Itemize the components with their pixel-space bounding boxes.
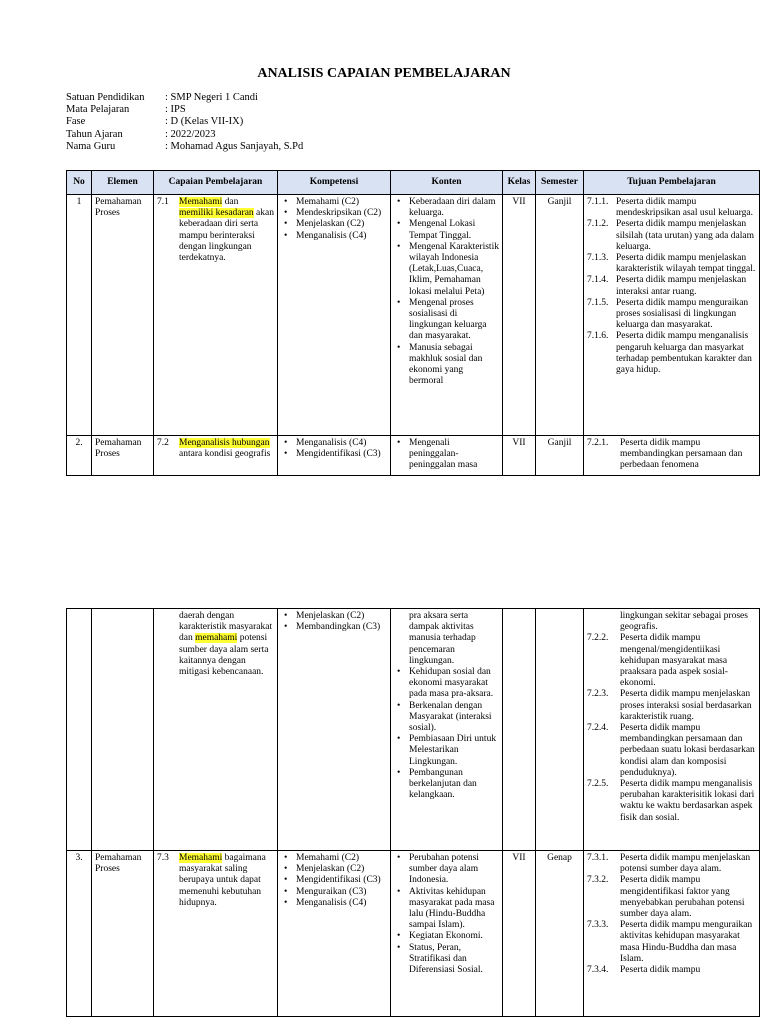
highlight-text: Memahami (179, 197, 223, 207)
row-elemen: Pemahaman Proses (92, 851, 154, 1017)
list-item: • Menganalisis (C4) (296, 438, 387, 449)
row-capaian (154, 851, 278, 1017)
table-row (67, 195, 760, 436)
row-semester: Ganjil (536, 195, 584, 436)
list-item: • Mengidentifikasi (C3) (296, 875, 387, 886)
cp-number: 7.2 (157, 438, 169, 448)
cp-text-part: potensi sumber daya alam serta kaitannya dengan mitigasi kebencanaan. (179, 633, 269, 678)
row-kompetensi (278, 195, 391, 436)
cp-table-page-2 (66, 608, 760, 1017)
list-item: • Mendeskripsikan (C2) (296, 208, 387, 219)
list-item: • Keberadaan diri dalam keluarga. (409, 197, 499, 219)
list-item: • Membandingkan (C3) (296, 622, 387, 633)
tp-text: Peserta didik mampu (620, 965, 701, 976)
list-item: • Pembangunan berkelanjutan dan kelangkaan. (409, 768, 499, 802)
highlight-text: Memahami (179, 853, 223, 863)
tp-number: 7.1.5. (587, 297, 609, 308)
table-header-row (67, 171, 760, 195)
row-no: 3. (67, 851, 92, 1017)
table-row (67, 851, 760, 1017)
header-no: No (67, 171, 92, 195)
identity-block (66, 92, 303, 153)
info-label: Mata Pelajaran (66, 104, 130, 116)
row-kelas: VII (503, 851, 536, 1017)
table-row (67, 436, 760, 476)
tp-number: 7.1.6. (587, 331, 609, 342)
list-item: • Status, Peran, Stratifikasi dan Diferensiasi Sosial. (409, 943, 499, 977)
row-capaian (154, 609, 278, 851)
info-row (66, 141, 303, 153)
list-item: • Menjelaskan (C2) (296, 611, 387, 622)
list-item: • Berkenalan dengan Masyarakat (interaksi sosial). (409, 701, 499, 735)
row-elemen: Pemahaman Proses (92, 436, 154, 476)
tp-text: Peserta didik mampu menjelaskan interaksi antar ruang. (616, 275, 747, 297)
row-kelas (503, 609, 536, 851)
info-value: : Mohamad Agus Sanjayah, S.Pd (165, 140, 304, 152)
cp-text-part: bagaimana masyarakat saling berupaya untuk dapat memenuhi kebutuhan hidupnya. (179, 853, 266, 908)
row-tujuan (584, 436, 760, 476)
tp-text: Peserta didik mampu menganalisis pengaruh keluarga dan masyarkat terhadap pembentukan karakter dan gaya hidup. (616, 331, 752, 376)
row-kelas: VII (503, 195, 536, 436)
tp-text: Peserta didik mampu menjelaskan proses interaksi sosial berdasarkan karakteristik ruang. (620, 689, 752, 722)
info-label: Satuan Pendidikan (66, 92, 145, 103)
tp-text: Peserta didik mampu mengidentifikasi faktor yang menyebabkan perubahan potensi sumber daya alam. (620, 875, 745, 920)
tp-text: Peserta didik mampu menguraikan aktivitas kehidupan masyarakat masa Hindu-Buddha dan masa Islam. (620, 920, 753, 964)
cp-text-part: daerah dengan karakteristik masyarakat dan (179, 611, 273, 644)
tp-number: 7.2.3. (587, 689, 609, 700)
tp-text: Peserta didik mampu mendeskripsikan asal usul keluarga. (616, 197, 754, 219)
tp-text: Peserta didik mampu menguraikan proses sosialisasi di lingkungan keluarga dan masyarakat. (616, 297, 749, 331)
list-item: • Mengenal Karakteristik wilayah Indonesia (Letak,Luas,Cuaca, Iklim, Pemahaman lokasi melalui Peta) (409, 242, 499, 298)
cp-text (179, 611, 274, 678)
tp-number: 7.3.3. (587, 920, 609, 931)
header-capaian: Capaian Pembelajaran (154, 171, 278, 195)
header-tujuan: Tujuan Pembelajaran (584, 171, 760, 195)
highlight-text: memiliki kesadaran (179, 208, 254, 219)
document-title: ANALISIS CAPAIAN PEMBELAJARAN (257, 66, 511, 81)
table-row (67, 609, 760, 851)
highlight-text: Menganalisis hubungan (179, 438, 270, 448)
tp-text: Peserta didik mampu menganalisis perubahan karakterisitik lokasi dari waktu ke waktu berdasarkan aspek fisik dan sosial. (620, 779, 755, 823)
row-capaian (154, 436, 278, 476)
tp-number: 7.2.1. (587, 438, 609, 448)
list-item: • Mengidentifikasi (C3) (296, 449, 387, 460)
tp-text: Peserta didik mampu menjelaskan silsilah (tata urutan) yang ada dalam keluarga. (616, 219, 754, 252)
cp-text-part: dan (222, 197, 239, 207)
tp-text: Peserta didik mampu menjelaskan karakteristik wilayah tempat tinggal. (616, 253, 756, 275)
cp-number: 7.1 (157, 197, 169, 207)
row-tujuan (584, 609, 760, 851)
list-item: • Menjelaskan (C2) (296, 219, 387, 230)
info-row (66, 104, 303, 116)
tp-number: 7.3.2. (587, 875, 609, 886)
row-konten (391, 609, 503, 851)
tp-number: 7.3.1. (587, 853, 609, 863)
info-value: : 2022/2023 (165, 128, 216, 140)
row-semester: Genap (536, 851, 584, 1017)
list-item: • Pembiasaan Diri untuk Melestarikan Lingkungan. (409, 734, 499, 768)
list-item: • Mengenal Lokasi Tempat Tinggal. (409, 219, 499, 241)
tp-number: 7.3.4. (587, 965, 609, 976)
row-no: 1 (67, 195, 92, 436)
info-label: Nama Guru (66, 140, 116, 152)
tp-number: 7.2.2. (587, 633, 609, 644)
cp-text-part: antara kondisi geografis (179, 449, 271, 460)
row-konten (391, 436, 503, 476)
list-item: • Menganalisis (C4) (296, 231, 387, 242)
row-kompetensi (278, 436, 391, 476)
row-semester: Ganjil (536, 436, 584, 476)
list-item: • Mengenali peninggalan-peninggalan masa (409, 438, 499, 472)
cp-text-part: akan keberadaan diri serta mampu berinteraksi dengan lingkungan terdekatnya. (179, 208, 274, 264)
tp-number: 7.1.4. (587, 275, 609, 286)
list-item: • Kehidupan sosial dan ekonomi masyarakat pada masa pra-aksara. (409, 667, 499, 701)
info-value: : SMP Negeri 1 Candi (165, 92, 258, 103)
info-label: Tahun Ajaran (66, 128, 123, 140)
list-item: • Aktivitas kehidupan masyarakat pada masa lalu (Hindu-Buddha sampai Islam). (409, 887, 499, 932)
row-elemen: Pemahaman Proses (92, 195, 154, 436)
row-no: 2. (67, 436, 92, 476)
highlight-text: memahami (195, 633, 238, 644)
cp-number: 7.3 (157, 853, 169, 863)
cp-text (179, 853, 274, 909)
info-value: : IPS (165, 104, 186, 116)
row-konten (391, 195, 503, 436)
row-tujuan (584, 851, 760, 1017)
list-item: • Perubahan potensi sumber daya alam Indonesia. (409, 853, 499, 887)
header-semester: Semester (536, 171, 584, 195)
row-semester (536, 609, 584, 851)
info-label: Fase (66, 116, 86, 128)
list-item: • Menguraikan (C3) (296, 887, 387, 898)
row-capaian (154, 195, 278, 436)
tp-number: 7.2.4. (587, 723, 609, 734)
info-row (66, 129, 303, 141)
header-kelas: Kelas (503, 171, 536, 195)
tp-number: 7.1.2. (587, 219, 609, 230)
tp-text: Peserta didik mampu membandingkan persamaan dan perbedaan fenomena (620, 438, 743, 471)
tujuan-continued: lingkungan sekitar sebagai proses geografis. (620, 611, 748, 633)
list-item: • Memahami (C2) (296, 853, 387, 864)
row-elemen (92, 609, 154, 851)
list-item: • Menjelaskan (C2) (296, 864, 387, 875)
list-item: • Menganalisis (C4) (296, 898, 387, 909)
cp-text (179, 197, 274, 264)
cp-table-page-1 (66, 170, 760, 476)
cp-text (179, 438, 274, 460)
list-item: • Mengenal proses sosialisasi di lingkungan keluarga dan masyarakat. (409, 298, 499, 343)
header-kompetensi: Kompetensi (278, 171, 391, 195)
list-item: • Memahami (C2) (296, 197, 387, 208)
row-konten (391, 851, 503, 1017)
header-elemen: Elemen (92, 171, 154, 195)
row-tujuan (584, 195, 760, 436)
row-no (67, 609, 92, 851)
info-row (66, 92, 303, 104)
tp-number: 7.1.3. (587, 253, 609, 264)
tp-number: 7.1.1. (587, 197, 609, 207)
row-kompetensi (278, 851, 391, 1017)
tp-number: 7.2.5. (587, 779, 609, 790)
row-kelas: VII (503, 436, 536, 476)
konten-continued: pra aksara serta dampak aktivitas manusia terhadap pencemaran lingkungan. (409, 611, 476, 666)
tp-text: Peserta didik mampu menjelaskan potensi sumber daya alam. (620, 853, 751, 875)
tp-text: Peserta didik mampu mengenal/mengidentiikasi kehidupan masyarakat masa praaksara pada aspek sosial-ekonomi. (620, 633, 728, 689)
row-kompetensi (278, 609, 391, 851)
info-row (66, 116, 303, 128)
tp-text: Peserta didik mampu membandingkan persamaan dan perbedaan suatu lokasi berdasarkan kondisi alam dan komposisi penduduknya). (620, 723, 755, 778)
header-konten: Konten (391, 171, 503, 195)
list-item: • Kegiatan Ekonomi. (409, 931, 499, 942)
list-item: • Manusia sebagai makhluk sosial dan ekonomi yang bermoral (409, 343, 499, 388)
info-value: : D (Kelas VII-IX) (165, 116, 244, 128)
